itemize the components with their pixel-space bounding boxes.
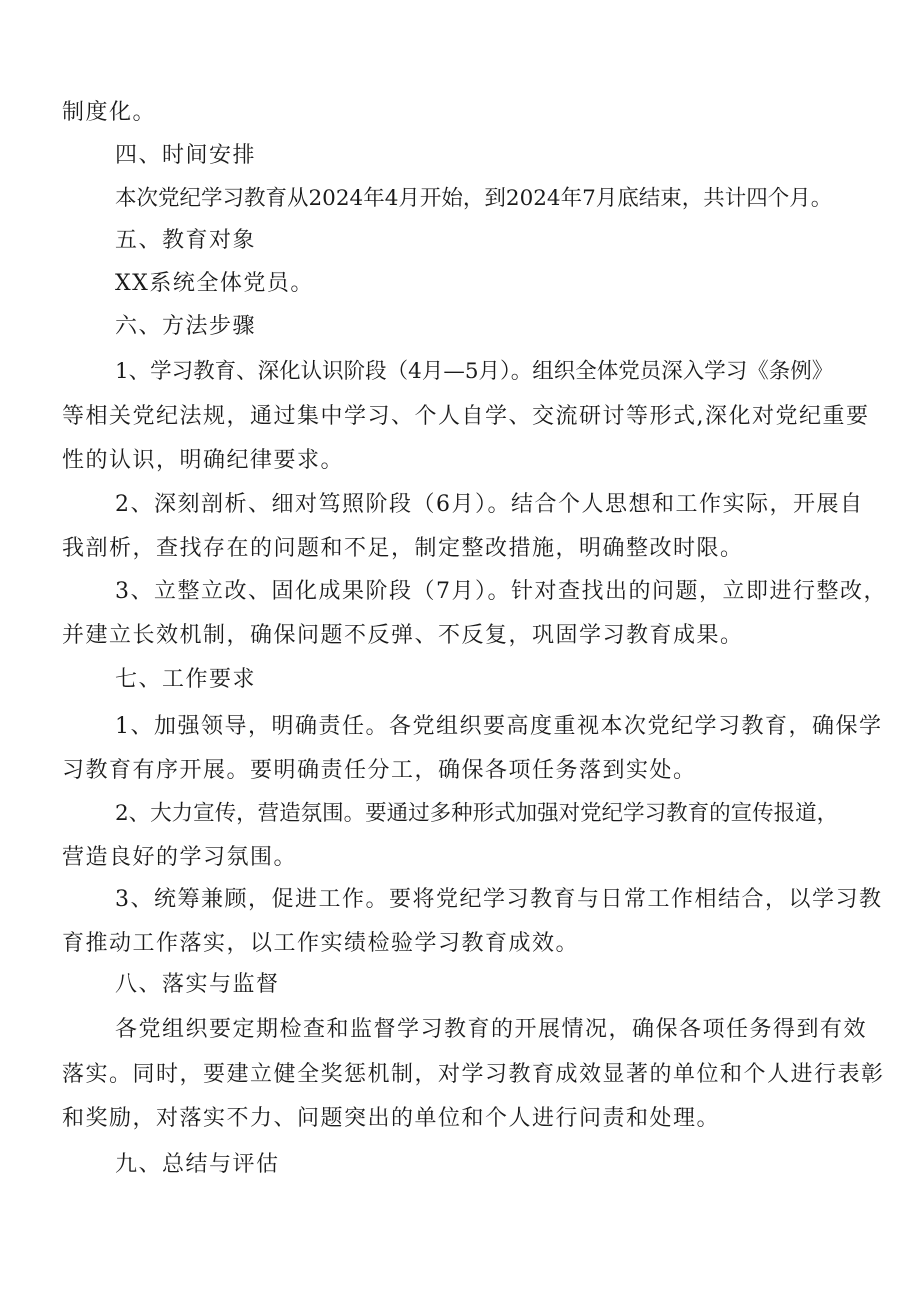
text-line: 各党组织要定期检查和监督学习教育的开展情况，确保各项任务得到有效 xyxy=(115,1017,868,1042)
text-line: 我剖析，查找存在的问题和不足，制定整改措施，明确整改时限。 xyxy=(62,536,744,561)
text-line: 和奖励，对落实不力、问题突出的单位和个人进行问责和处理。 xyxy=(62,1106,721,1131)
section-heading: 九、总结与评估 xyxy=(115,1152,280,1177)
text-line: 习教育有序开展。要明确责任分工，确保各项任务落到实处。 xyxy=(62,758,697,783)
section-heading: 四、时间安排 xyxy=(115,143,257,168)
text-line: 并建立长效机制，确保问题不反弹、不反复，巩固学习教育成果。 xyxy=(62,623,744,648)
text-line: XX系统全体党员。 xyxy=(115,271,314,296)
section-heading: 五、教育对象 xyxy=(115,228,257,253)
text-line: 落实。同时，要建立健全奖惩机制，对学习教育成效显著的单位和个人进行表彰 xyxy=(62,1062,885,1087)
text-line: 2、大力宣传，营造氛围。要通过多种形式加强对党纪学习教育的宣传报道， xyxy=(115,801,839,826)
text-line: 制度化。 xyxy=(62,100,157,125)
section-heading: 八、落实与监督 xyxy=(115,972,280,997)
text-line: 3、统筹兼顾，促进工作。要将党纪学习教育与日常工作相结合，以学习教 xyxy=(115,887,883,912)
text-line: 1、学习教育、深化认识阶段（4月—5月）。组织全体党员深入学习《条例》 xyxy=(115,359,834,384)
text-line: 3、立整立改、固化成果阶段（7月）。针对查找出的问题，立即进行整改， xyxy=(115,579,887,604)
text-line: 1、加强领导，明确责任。各党组织要高度重视本次党纪学习教育，确保学 xyxy=(115,714,883,739)
text-line: 本次党纪学习教育从2024年4月开始，到2024年7月底结束，共计四个月。 xyxy=(115,186,833,211)
text-line: 2、深刻剖析、细对笃照阶段（6月）。结合个人思想和工作实际，开展自 xyxy=(115,492,864,517)
text-line: 育推动工作落实，以工作实绩检验学习教育成效。 xyxy=(62,931,580,956)
text-line: 营造良好的学习氛围。 xyxy=(62,845,298,870)
text-line: 性的认识，明确纪律要求。 xyxy=(62,448,345,473)
section-heading: 七、工作要求 xyxy=(115,667,257,692)
section-heading: 六、方法步骤 xyxy=(115,314,257,339)
text-line: 等相关党纪法规，通过集中学习、个人自学、交流研讨等形式,深化对党纪重要 xyxy=(62,404,870,429)
